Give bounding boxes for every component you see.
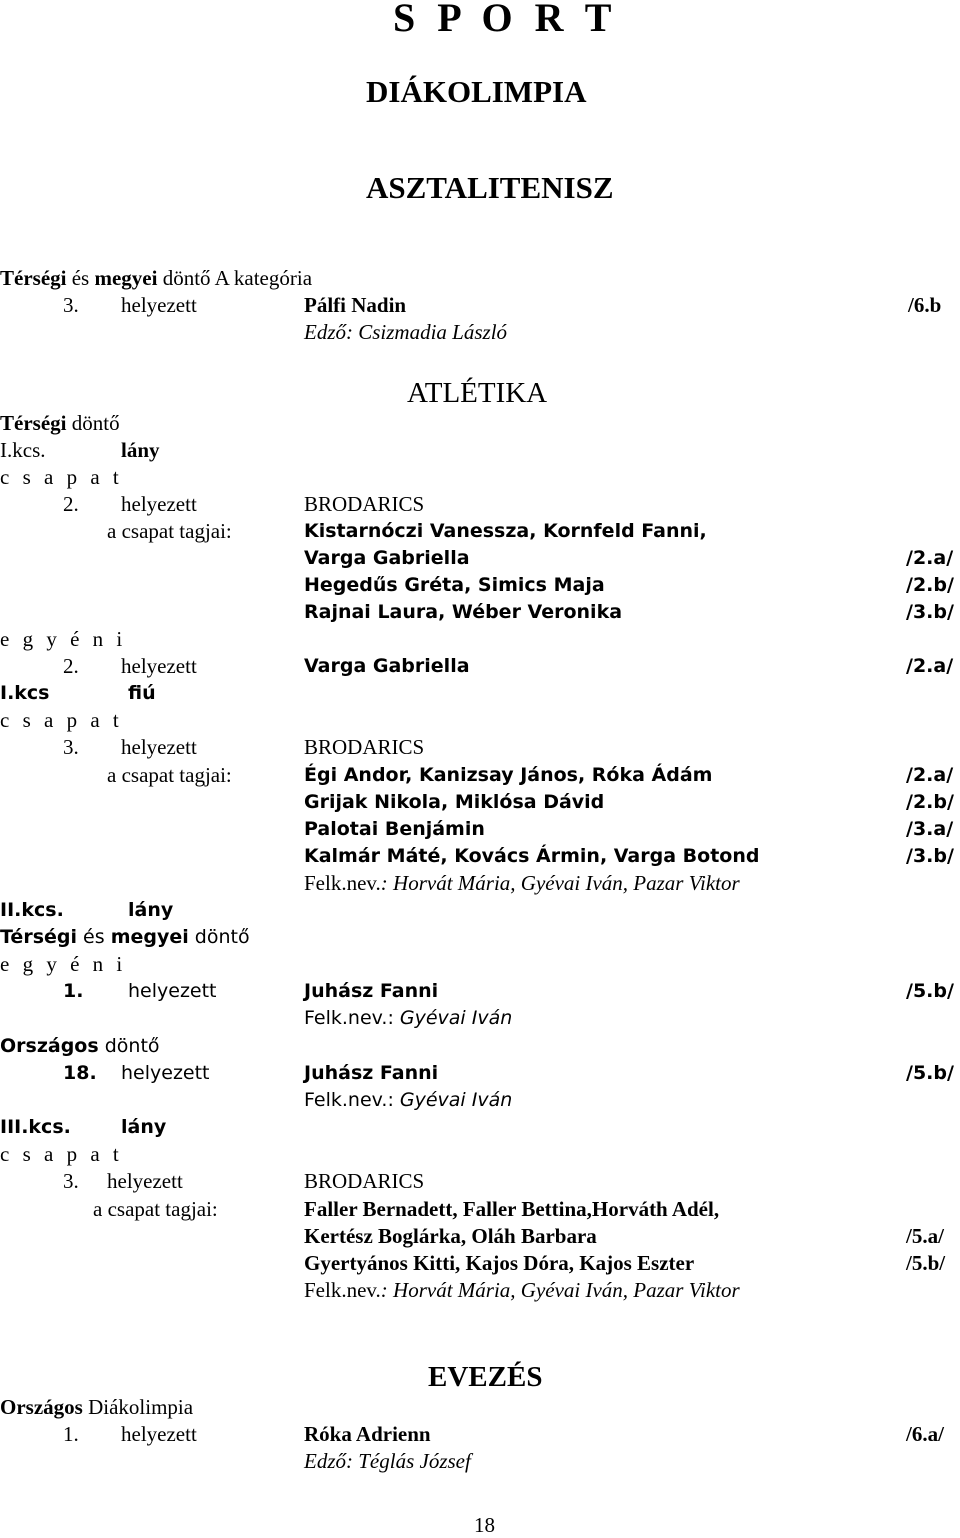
- placed-label: helyezett: [121, 1062, 210, 1084]
- team-members: Kistarnóczi Vanessza, Kornfeld Fanni,: [304, 520, 707, 542]
- age-group: III.kcs.: [0, 1116, 71, 1138]
- gender-label: lány: [128, 899, 174, 921]
- team-members: Kertész Boglárka, Oláh Barbara: [304, 1224, 597, 1248]
- team-members: Varga Gabriella: [304, 547, 470, 569]
- placed-label: helyezett: [107, 1169, 183, 1193]
- coach-line: Felk.nev.: Gyévai Iván: [304, 1007, 513, 1029]
- school-name: BRODARICS: [304, 1169, 425, 1193]
- team-members: Rajnai Laura, Wéber Veronika: [304, 601, 623, 623]
- rank: 2.: [63, 492, 79, 516]
- class-label: /5.a/: [906, 1224, 944, 1248]
- coach-line: Felk.nev.: Gyévai Iván: [304, 1089, 513, 1111]
- age-group: I.kcs: [0, 682, 50, 704]
- category-line: Térségi és megyei döntő A kategória: [0, 266, 313, 290]
- class-label: /2.b/: [906, 574, 954, 596]
- school-name: BRODARICS: [304, 492, 425, 516]
- class-label: /3.b/: [906, 601, 954, 623]
- placed-label: helyezett: [121, 1422, 197, 1446]
- placed-label: helyezett: [128, 980, 217, 1002]
- section-heading-atletika: ATLÉTIKA: [407, 377, 548, 409]
- class-label: /3.b/: [906, 845, 954, 867]
- individual-label: e g y é n i: [0, 627, 127, 651]
- coach-line: Edző: Csizmadia László: [304, 320, 508, 344]
- class-label: /5.b/: [906, 1062, 954, 1084]
- gender-label: lány: [121, 438, 160, 462]
- section-heading-asztalitenisz: ASZTALITENISZ: [366, 170, 614, 205]
- coach-line: Felk.nev.: Horvát Mária, Gyévai Iván, Pazar Viktor: [304, 1278, 740, 1302]
- team-members-label: a csapat tagjai:: [93, 1197, 218, 1221]
- placed-label: helyezett: [121, 293, 197, 317]
- class-label: /2.a/: [906, 655, 954, 677]
- section-heading-evezes: EVEZÉS: [428, 1361, 543, 1393]
- placed-label: helyezett: [121, 492, 197, 516]
- placed-label: helyezett: [121, 654, 197, 678]
- team-label: c s a p a t: [0, 708, 123, 732]
- class-label: /3.a/: [906, 818, 954, 840]
- athlete-name: Juhász Fanni: [304, 1062, 439, 1084]
- class-label: /5.b/: [906, 1251, 946, 1275]
- gender-label: fiú: [128, 682, 156, 704]
- athlete-name: Juhász Fanni: [304, 980, 439, 1002]
- team-members: Grijak Nikola, Miklósa Dávid: [304, 791, 605, 813]
- team-label: c s a p a t: [0, 465, 123, 489]
- school-name: BRODARICS: [304, 735, 425, 759]
- competition-line: Országos Diákolimpia: [0, 1395, 194, 1419]
- team-members: Kalmár Máté, Kovács Ármin, Varga Botond: [304, 845, 760, 867]
- team-label: c s a p a t: [0, 1142, 123, 1166]
- team-members: Palotai Benjámin: [304, 818, 485, 840]
- team-members: Égi Andor, Kanizsay János, Róka Ádám: [304, 764, 713, 786]
- class-label: /5.b/: [906, 980, 954, 1002]
- competition-line: Országos döntő: [0, 1035, 160, 1057]
- age-group: I.kcs.: [0, 438, 46, 462]
- team-members: Gyertyános Kitti, Kajos Dóra, Kajos Eszter: [304, 1251, 695, 1275]
- page-number: 18: [474, 1513, 495, 1537]
- class-label: /2.b/: [906, 791, 954, 813]
- class-label: /6.b: [908, 293, 942, 317]
- individual-label: e g y é n i: [0, 952, 127, 976]
- athlete-name: Pálfi Nadin: [304, 293, 407, 317]
- gender-label: lány: [121, 1116, 167, 1138]
- page-title: S P O R T: [393, 0, 618, 40]
- rank: 3.: [63, 293, 79, 317]
- subtitle: DIÁKOLIMPIA: [366, 74, 587, 109]
- age-group: II.kcs.: [0, 899, 64, 921]
- rank: 3.: [63, 1169, 79, 1193]
- coach-line: Edző: Téglás József: [304, 1449, 471, 1473]
- team-members: Hegedűs Gréta, Simics Maja: [304, 574, 605, 596]
- class-label: /2.a/: [906, 547, 954, 569]
- team-members: Faller Bernadett, Faller Bettina,Horváth Adél,: [304, 1197, 720, 1221]
- class-label: /2.a/: [906, 764, 954, 786]
- team-members-label: a csapat tagjai:: [107, 519, 232, 543]
- rank: 1.: [63, 1422, 79, 1446]
- coach-line: Felk.nev.: Horvát Mária, Gyévai Iván, Pazar Viktor: [304, 871, 740, 895]
- competition-line: Térségi és megyei döntő: [0, 926, 250, 948]
- athlete-name: Varga Gabriella: [304, 655, 470, 677]
- rank: 3.: [63, 735, 79, 759]
- placed-label: helyezett: [121, 735, 197, 759]
- class-label: /6.a/: [906, 1422, 944, 1446]
- team-members-label: a csapat tagjai:: [107, 763, 232, 787]
- competition-line: Térségi döntő: [0, 411, 120, 435]
- rank: 1.: [63, 980, 84, 1002]
- rank: 18.: [63, 1062, 97, 1084]
- rank: 2.: [63, 654, 79, 678]
- athlete-name: Róka Adrienn: [304, 1422, 431, 1446]
